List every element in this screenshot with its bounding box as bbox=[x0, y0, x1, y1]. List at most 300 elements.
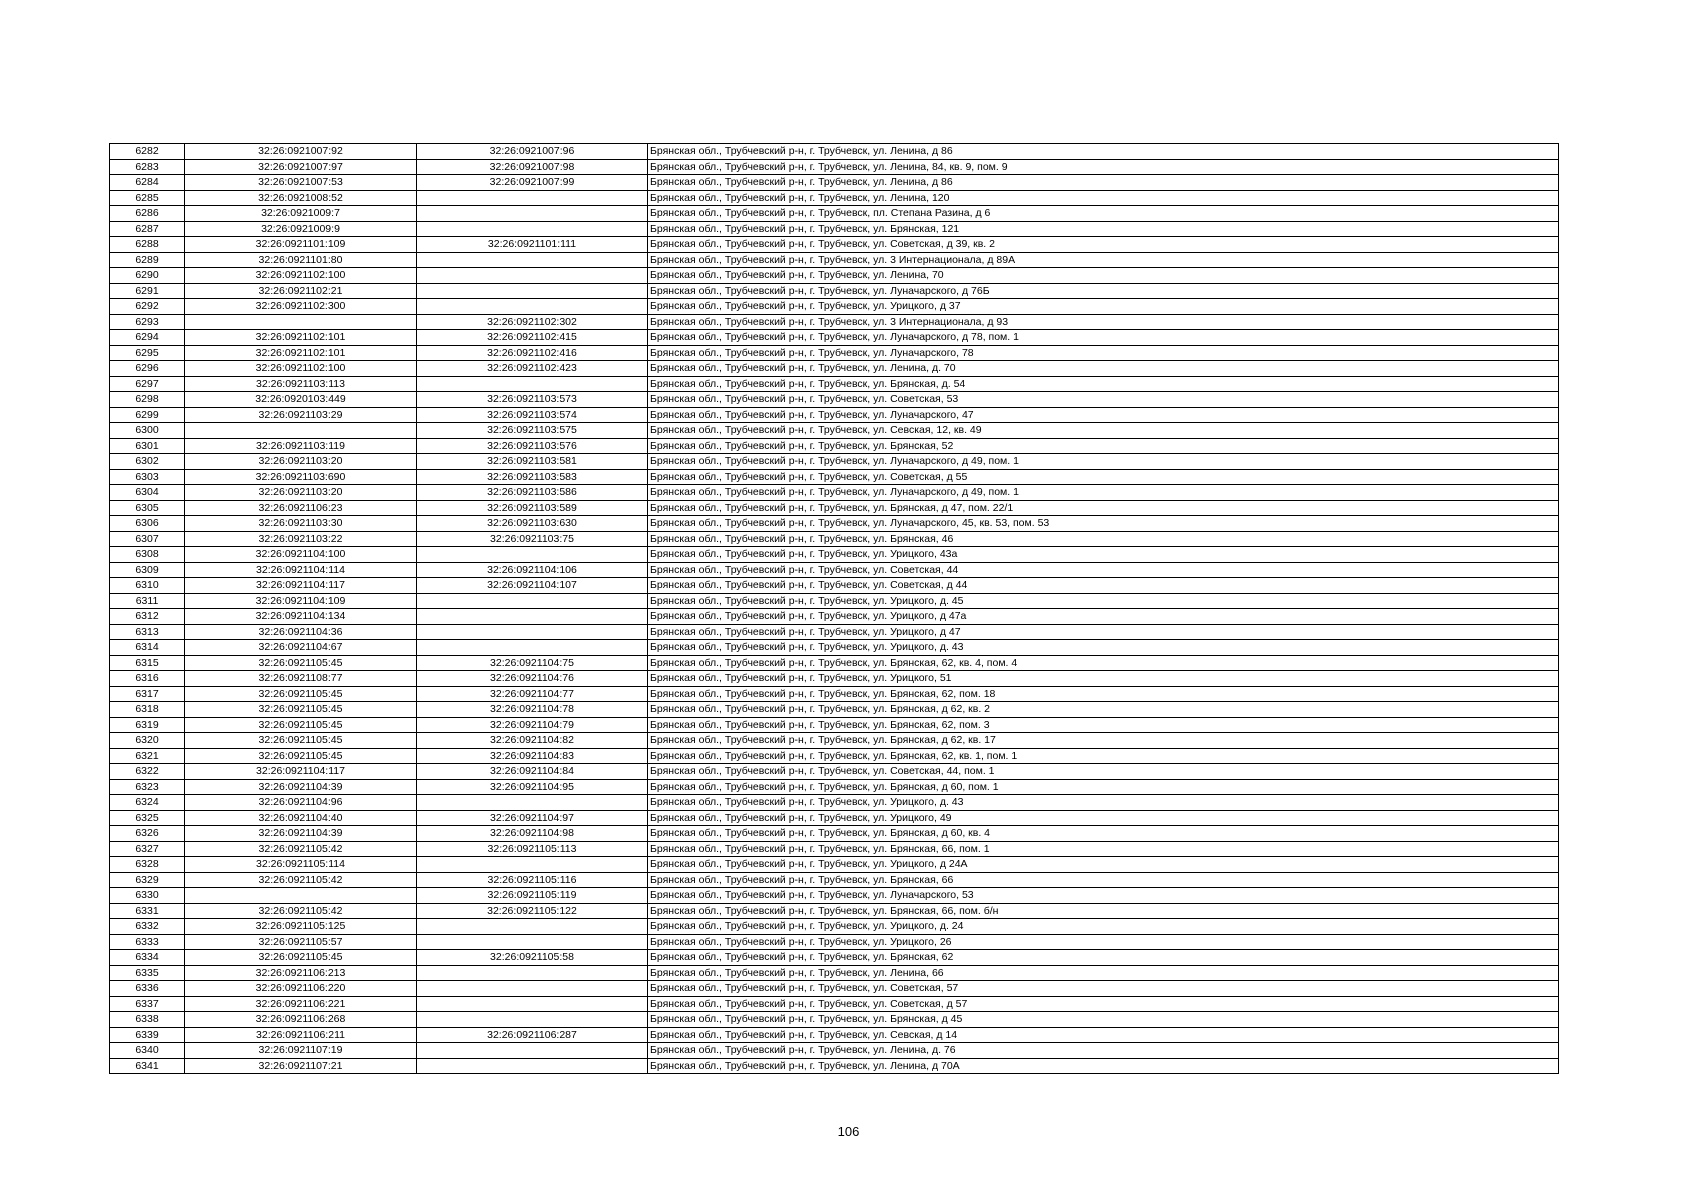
table-row bbox=[110, 640, 1559, 656]
address-cell: Брянская обл., Трубчевский р-н, г. Трубчевск, ул. Советская, 53 bbox=[648, 392, 1559, 408]
address-cell: Брянская обл., Трубчевский р-н, г. Трубчевск, ул. Урицкого, 26 bbox=[648, 934, 1559, 950]
registry-table-body bbox=[110, 144, 1559, 1074]
row-number-cell: 6331 bbox=[110, 903, 185, 919]
object-cadastral-number-cell: 32:26:0921105:113 bbox=[417, 841, 648, 857]
row-number-cell: 6299 bbox=[110, 407, 185, 423]
object-cadastral-number-cell bbox=[417, 965, 648, 981]
cadastral-number-cell: 32:26:0921007:97 bbox=[185, 159, 417, 175]
row-number-cell: 6305 bbox=[110, 500, 185, 516]
table-row bbox=[110, 934, 1559, 950]
row-number-cell: 6282 bbox=[110, 144, 185, 160]
row-number-cell: 6285 bbox=[110, 190, 185, 206]
table-row bbox=[110, 299, 1559, 315]
row-number-cell: 6313 bbox=[110, 624, 185, 640]
registry-table bbox=[109, 143, 1559, 1074]
cadastral-number-cell: 32:26:0921104:114 bbox=[185, 562, 417, 578]
cadastral-number-cell: 32:26:0921009:9 bbox=[185, 221, 417, 237]
row-number-cell: 6311 bbox=[110, 593, 185, 609]
object-cadastral-number-cell: 32:26:0921103:574 bbox=[417, 407, 648, 423]
cadastral-number-cell: 32:26:0921106:220 bbox=[185, 981, 417, 997]
row-number-cell: 6290 bbox=[110, 268, 185, 284]
object-cadastral-number-cell: 32:26:0921103:589 bbox=[417, 500, 648, 516]
address-cell: Брянская обл., Трубчевский р-н, г. Трубчевск, ул. Луначарского, д 76Б bbox=[648, 283, 1559, 299]
address-cell: Брянская обл., Трубчевский р-н, г. Трубчевск, ул. Советская, 44 bbox=[648, 562, 1559, 578]
table-row bbox=[110, 438, 1559, 454]
address-cell: Брянская обл., Трубчевский р-н, г. Трубчевск, ул. Брянская, д 45 bbox=[648, 1012, 1559, 1028]
table-row bbox=[110, 981, 1559, 997]
object-cadastral-number-cell bbox=[417, 996, 648, 1012]
cadastral-number-cell: 32:26:0921104:40 bbox=[185, 810, 417, 826]
cadastral-number-cell: 32:26:0921106:268 bbox=[185, 1012, 417, 1028]
table-row bbox=[110, 392, 1559, 408]
table-row bbox=[110, 996, 1559, 1012]
cadastral-number-cell: 32:26:0921103:30 bbox=[185, 516, 417, 532]
object-cadastral-number-cell: 32:26:0921103:586 bbox=[417, 485, 648, 501]
object-cadastral-number-cell: 32:26:0921007:98 bbox=[417, 159, 648, 175]
address-cell: Брянская обл., Трубчевский р-н, г. Трубчевск, ул. Ленина, д 86 bbox=[648, 144, 1559, 160]
row-number-cell: 6310 bbox=[110, 578, 185, 594]
object-cadastral-number-cell bbox=[417, 190, 648, 206]
cadastral-number-cell: 32:26:0921105:45 bbox=[185, 655, 417, 671]
address-cell: Брянская обл., Трубчевский р-н, г. Трубчевск, ул. Урицкого, д. 43 bbox=[648, 640, 1559, 656]
object-cadastral-number-cell bbox=[417, 593, 648, 609]
cadastral-number-cell: 32:26:0921108:77 bbox=[185, 671, 417, 687]
address-cell: Брянская обл., Трубчевский р-н, г. Трубчевск, ул. Севская, 12, кв. 49 bbox=[648, 423, 1559, 439]
address-cell: Брянская обл., Трубчевский р-н, г. Трубчевск, ул. Ленина, д. 70 bbox=[648, 361, 1559, 377]
cadastral-number-cell: 32:26:0921105:45 bbox=[185, 748, 417, 764]
cadastral-number-cell: 32:26:0921106:213 bbox=[185, 965, 417, 981]
address-cell: Брянская обл., Трубчевский р-н, г. Трубчевск, ул. Брянская, 52 bbox=[648, 438, 1559, 454]
row-number-cell: 6283 bbox=[110, 159, 185, 175]
cadastral-number-cell: 32:26:0921105:45 bbox=[185, 733, 417, 749]
row-number-cell: 6296 bbox=[110, 361, 185, 377]
object-cadastral-number-cell: 32:26:0921104:77 bbox=[417, 686, 648, 702]
object-cadastral-number-cell bbox=[417, 1043, 648, 1059]
cadastral-number-cell: 32:26:0921102:100 bbox=[185, 361, 417, 377]
address-cell: Брянская обл., Трубчевский р-н, г. Трубчевск, ул. Советская, 57 bbox=[648, 981, 1559, 997]
row-number-cell: 6295 bbox=[110, 345, 185, 361]
cadastral-number-cell: 32:26:0921009:7 bbox=[185, 206, 417, 222]
address-cell: Брянская обл., Трубчевский р-н, г. Трубчевск, ул. Брянская, 66, пом. 1 bbox=[648, 841, 1559, 857]
address-cell: Брянская обл., Трубчевский р-н, г. Трубчевск, ул. Луначарского, 53 bbox=[648, 888, 1559, 904]
table-row bbox=[110, 314, 1559, 330]
object-cadastral-number-cell: 32:26:0921103:576 bbox=[417, 438, 648, 454]
address-cell: Брянская обл., Трубчевский р-н, г. Трубчевск, ул. Брянская, д 60, кв. 4 bbox=[648, 826, 1559, 842]
address-cell: Брянская обл., Трубчевский р-н, г. Трубчевск, ул. Урицкого, д. 45 bbox=[648, 593, 1559, 609]
cadastral-number-cell: 32:26:0921105:45 bbox=[185, 702, 417, 718]
address-cell: Брянская обл., Трубчевский р-н, г. Трубчевск, ул. Урицкого, д. 24 bbox=[648, 919, 1559, 935]
row-number-cell: 6292 bbox=[110, 299, 185, 315]
object-cadastral-number-cell: 32:26:0921105:122 bbox=[417, 903, 648, 919]
row-number-cell: 6327 bbox=[110, 841, 185, 857]
object-cadastral-number-cell: 32:26:0921102:302 bbox=[417, 314, 648, 330]
row-number-cell: 6324 bbox=[110, 795, 185, 811]
object-cadastral-number-cell: 32:26:0921103:573 bbox=[417, 392, 648, 408]
table-row bbox=[110, 748, 1559, 764]
table-row bbox=[110, 686, 1559, 702]
table-row bbox=[110, 624, 1559, 640]
table-row bbox=[110, 609, 1559, 625]
object-cadastral-number-cell: 32:26:0921105:116 bbox=[417, 872, 648, 888]
cadastral-number-cell: 32:26:0921103:690 bbox=[185, 469, 417, 485]
address-cell: Брянская обл., Трубчевский р-н, г. Трубчевск, ул. Луначарского, д 49, пом. 1 bbox=[648, 485, 1559, 501]
address-cell: Брянская обл., Трубчевский р-н, г. Трубчевск, ул. Советская, д 55 bbox=[648, 469, 1559, 485]
object-cadastral-number-cell bbox=[417, 624, 648, 640]
table-row bbox=[110, 841, 1559, 857]
object-cadastral-number-cell bbox=[417, 857, 648, 873]
row-number-cell: 6315 bbox=[110, 655, 185, 671]
object-cadastral-number-cell bbox=[417, 268, 648, 284]
row-number-cell: 6333 bbox=[110, 934, 185, 950]
object-cadastral-number-cell: 32:26:0921103:630 bbox=[417, 516, 648, 532]
cadastral-number-cell: 32:26:0921101:109 bbox=[185, 237, 417, 253]
cadastral-number-cell: 32:26:0921104:117 bbox=[185, 764, 417, 780]
cadastral-number-cell: 32:26:0921101:80 bbox=[185, 252, 417, 268]
object-cadastral-number-cell bbox=[417, 206, 648, 222]
object-cadastral-number-cell: 32:26:0921103:575 bbox=[417, 423, 648, 439]
row-number-cell: 6307 bbox=[110, 531, 185, 547]
row-number-cell: 6304 bbox=[110, 485, 185, 501]
object-cadastral-number-cell: 32:26:0921104:95 bbox=[417, 779, 648, 795]
row-number-cell: 6321 bbox=[110, 748, 185, 764]
cadastral-number-cell: 32:26:0921104:96 bbox=[185, 795, 417, 811]
cadastral-number-cell: 32:26:0921104:134 bbox=[185, 609, 417, 625]
row-number-cell: 6326 bbox=[110, 826, 185, 842]
cadastral-number-cell: 32:26:0921107:21 bbox=[185, 1058, 417, 1074]
address-cell: Брянская обл., Трубчевский р-н, г. Трубчевск, ул. Брянская, д 60, пом. 1 bbox=[648, 779, 1559, 795]
row-number-cell: 6294 bbox=[110, 330, 185, 346]
address-cell: Брянская обл., Трубчевский р-н, г. Трубчевск, ул. Урицкого, 51 bbox=[648, 671, 1559, 687]
object-cadastral-number-cell: 32:26:0921106:287 bbox=[417, 1027, 648, 1043]
object-cadastral-number-cell: 32:26:0921104:84 bbox=[417, 764, 648, 780]
row-number-cell: 6286 bbox=[110, 206, 185, 222]
address-cell: Брянская обл., Трубчевский р-н, г. Трубчевск, ул. Луначарского, д 49, пом. 1 bbox=[648, 454, 1559, 470]
address-cell: Брянская обл., Трубчевский р-н, г. Трубчевск, ул. Урицкого, 49 bbox=[648, 810, 1559, 826]
table-row bbox=[110, 252, 1559, 268]
row-number-cell: 6317 bbox=[110, 686, 185, 702]
table-row bbox=[110, 593, 1559, 609]
object-cadastral-number-cell: 32:26:0921103:583 bbox=[417, 469, 648, 485]
table-row bbox=[110, 237, 1559, 253]
cadastral-number-cell: 32:26:0921105:42 bbox=[185, 841, 417, 857]
object-cadastral-number-cell: 32:26:0921101:111 bbox=[417, 237, 648, 253]
cadastral-number-cell: 32:26:0921007:53 bbox=[185, 175, 417, 191]
object-cadastral-number-cell: 32:26:0921007:96 bbox=[417, 144, 648, 160]
table-row bbox=[110, 345, 1559, 361]
table-row bbox=[110, 547, 1559, 563]
address-cell: Брянская обл., Трубчевский р-н, г. Трубчевск, ул. Советская, д 39, кв. 2 bbox=[648, 237, 1559, 253]
table-row bbox=[110, 283, 1559, 299]
row-number-cell: 6291 bbox=[110, 283, 185, 299]
row-number-cell: 6302 bbox=[110, 454, 185, 470]
row-number-cell: 6314 bbox=[110, 640, 185, 656]
address-cell: Брянская обл., Трубчевский р-н, г. Трубчевск, ул. Брянская, д 62, кв. 2 bbox=[648, 702, 1559, 718]
cadastral-number-cell: 32:26:0921104:67 bbox=[185, 640, 417, 656]
table-row bbox=[110, 655, 1559, 671]
table-row bbox=[110, 1043, 1559, 1059]
address-cell: Брянская обл., Трубчевский р-н, г. Трубчевск, ул. 3 Интернационала, д 89А bbox=[648, 252, 1559, 268]
table-row bbox=[110, 500, 1559, 516]
cadastral-number-cell: 32:26:0921107:19 bbox=[185, 1043, 417, 1059]
row-number-cell: 6289 bbox=[110, 252, 185, 268]
address-cell: Брянская обл., Трубчевский р-н, г. Трубчевск, ул. Ленина, 66 bbox=[648, 965, 1559, 981]
cadastral-number-cell: 32:26:0921103:113 bbox=[185, 376, 417, 392]
table-row bbox=[110, 764, 1559, 780]
cadastral-number-cell: 32:26:0921105:42 bbox=[185, 903, 417, 919]
row-number-cell: 6297 bbox=[110, 376, 185, 392]
table-row bbox=[110, 330, 1559, 346]
table-row bbox=[110, 671, 1559, 687]
cadastral-number-cell: 32:26:0921007:92 bbox=[185, 144, 417, 160]
row-number-cell: 6316 bbox=[110, 671, 185, 687]
cadastral-number-cell: 32:26:0921102:101 bbox=[185, 345, 417, 361]
row-number-cell: 6323 bbox=[110, 779, 185, 795]
row-number-cell: 6335 bbox=[110, 965, 185, 981]
address-cell: Брянская обл., Трубчевский р-н, г. Трубчевск, ул. Луначарского, д 78, пом. 1 bbox=[648, 330, 1559, 346]
row-number-cell: 6303 bbox=[110, 469, 185, 485]
object-cadastral-number-cell bbox=[417, 609, 648, 625]
row-number-cell: 6339 bbox=[110, 1027, 185, 1043]
object-cadastral-number-cell bbox=[417, 299, 648, 315]
object-cadastral-number-cell bbox=[417, 640, 648, 656]
cadastral-number-cell bbox=[185, 423, 417, 439]
object-cadastral-number-cell bbox=[417, 1012, 648, 1028]
cadastral-number-cell: 32:26:0920103:449 bbox=[185, 392, 417, 408]
row-number-cell: 6309 bbox=[110, 562, 185, 578]
cadastral-number-cell: 32:26:0921105:45 bbox=[185, 686, 417, 702]
address-cell: Брянская обл., Трубчевский р-н, г. Трубчевск, ул. Урицкого, 43а bbox=[648, 547, 1559, 563]
row-number-cell: 6312 bbox=[110, 609, 185, 625]
table-row bbox=[110, 268, 1559, 284]
address-cell: Брянская обл., Трубчевский р-н, г. Трубчевск, ул. Брянская, д 47, пом. 22/1 bbox=[648, 500, 1559, 516]
object-cadastral-number-cell: 32:26:0921102:416 bbox=[417, 345, 648, 361]
row-number-cell: 6332 bbox=[110, 919, 185, 935]
address-cell: Брянская обл., Трубчевский р-н, г. Трубчевск, ул. Брянская, 62 bbox=[648, 950, 1559, 966]
address-cell: Брянская обл., Трубчевский р-н, г. Трубчевск, ул. Брянская, 62, кв. 4, пом. 4 bbox=[648, 655, 1559, 671]
table-row bbox=[110, 857, 1559, 873]
cadastral-number-cell: 32:26:0921104:100 bbox=[185, 547, 417, 563]
address-cell: Брянская обл., Трубчевский р-н, г. Трубчевск, ул. Брянская, 121 bbox=[648, 221, 1559, 237]
row-number-cell: 6301 bbox=[110, 438, 185, 454]
address-cell: Брянская обл., Трубчевский р-н, г. Трубчевск, ул. Урицкого, д 47а bbox=[648, 609, 1559, 625]
table-row bbox=[110, 454, 1559, 470]
table-row bbox=[110, 1058, 1559, 1074]
cadastral-number-cell: 32:26:0921102:100 bbox=[185, 268, 417, 284]
row-number-cell: 6336 bbox=[110, 981, 185, 997]
cadastral-number-cell: 32:26:0921105:114 bbox=[185, 857, 417, 873]
row-number-cell: 6308 bbox=[110, 547, 185, 563]
address-cell: Брянская обл., Трубчевский р-н, г. Трубчевск, ул. Ленина, 70 bbox=[648, 268, 1559, 284]
object-cadastral-number-cell: 32:26:0921102:415 bbox=[417, 330, 648, 346]
cadastral-number-cell: 32:26:0921104:39 bbox=[185, 779, 417, 795]
table-row bbox=[110, 578, 1559, 594]
row-number-cell: 6293 bbox=[110, 314, 185, 330]
object-cadastral-number-cell: 32:26:0921105:58 bbox=[417, 950, 648, 966]
object-cadastral-number-cell bbox=[417, 283, 648, 299]
address-cell: Брянская обл., Трубчевский р-н, г. Трубчевск, ул. Брянская, д 62, кв. 17 bbox=[648, 733, 1559, 749]
cadastral-number-cell: 32:26:0921106:23 bbox=[185, 500, 417, 516]
address-cell: Брянская обл., Трубчевский р-н, г. Трубчевск, ул. Ленина, д. 76 bbox=[648, 1043, 1559, 1059]
cadastral-number-cell: 32:26:0921104:117 bbox=[185, 578, 417, 594]
address-cell: Брянская обл., Трубчевский р-н, г. Трубчевск, ул. 3 Интернационала, д 93 bbox=[648, 314, 1559, 330]
row-number-cell: 6298 bbox=[110, 392, 185, 408]
table-row bbox=[110, 1027, 1559, 1043]
cadastral-number-cell: 32:26:0921105:45 bbox=[185, 717, 417, 733]
row-number-cell: 6330 bbox=[110, 888, 185, 904]
table-row bbox=[110, 469, 1559, 485]
address-cell: Брянская обл., Трубчевский р-н, г. Трубчевск, ул. Луначарского, 47 bbox=[648, 407, 1559, 423]
row-number-cell: 6334 bbox=[110, 950, 185, 966]
cadastral-number-cell: 32:26:0921104:109 bbox=[185, 593, 417, 609]
object-cadastral-number-cell: 32:26:0921007:99 bbox=[417, 175, 648, 191]
cadastral-number-cell: 32:26:0921104:39 bbox=[185, 826, 417, 842]
cadastral-number-cell: 32:26:0921105:42 bbox=[185, 872, 417, 888]
table-row bbox=[110, 485, 1559, 501]
row-number-cell: 6284 bbox=[110, 175, 185, 191]
row-number-cell: 6288 bbox=[110, 237, 185, 253]
cadastral-number-cell: 32:26:0921102:300 bbox=[185, 299, 417, 315]
cadastral-number-cell: 32:26:0921104:36 bbox=[185, 624, 417, 640]
table-row bbox=[110, 903, 1559, 919]
cadastral-number-cell: 32:26:0921102:101 bbox=[185, 330, 417, 346]
row-number-cell: 6300 bbox=[110, 423, 185, 439]
cadastral-number-cell: 32:26:0921008:52 bbox=[185, 190, 417, 206]
row-number-cell: 6325 bbox=[110, 810, 185, 826]
cadastral-number-cell: 32:26:0921106:221 bbox=[185, 996, 417, 1012]
cadastral-number-cell: 32:26:0921105:125 bbox=[185, 919, 417, 935]
row-number-cell: 6341 bbox=[110, 1058, 185, 1074]
cadastral-number-cell bbox=[185, 314, 417, 330]
table-row bbox=[110, 376, 1559, 392]
cadastral-number-cell: 32:26:0921105:45 bbox=[185, 950, 417, 966]
table-row bbox=[110, 888, 1559, 904]
table-row bbox=[110, 826, 1559, 842]
object-cadastral-number-cell: 32:26:0921104:107 bbox=[417, 578, 648, 594]
table-row bbox=[110, 950, 1559, 966]
table-row bbox=[110, 423, 1559, 439]
address-cell: Брянская обл., Трубчевский р-н, г. Трубчевск, ул. Советская, 44, пом. 1 bbox=[648, 764, 1559, 780]
object-cadastral-number-cell: 32:26:0921104:82 bbox=[417, 733, 648, 749]
cadastral-number-cell: 32:26:0921103:22 bbox=[185, 531, 417, 547]
table-row bbox=[110, 810, 1559, 826]
row-number-cell: 6329 bbox=[110, 872, 185, 888]
row-number-cell: 6320 bbox=[110, 733, 185, 749]
address-cell: Брянская обл., Трубчевский р-н, г. Трубчевск, ул. Ленина, 120 bbox=[648, 190, 1559, 206]
address-cell: Брянская обл., Трубчевский р-н, г. Трубчевск, ул. Советская, д 44 bbox=[648, 578, 1559, 594]
address-cell: Брянская обл., Трубчевский р-н, г. Трубчевск, ул. Севская, д 14 bbox=[648, 1027, 1559, 1043]
object-cadastral-number-cell bbox=[417, 221, 648, 237]
object-cadastral-number-cell: 32:26:0921104:78 bbox=[417, 702, 648, 718]
address-cell: Брянская обл., Трубчевский р-н, г. Трубчевск, ул. Брянская, д. 54 bbox=[648, 376, 1559, 392]
row-number-cell: 6318 bbox=[110, 702, 185, 718]
object-cadastral-number-cell: 32:26:0921104:76 bbox=[417, 671, 648, 687]
object-cadastral-number-cell bbox=[417, 981, 648, 997]
cadastral-number-cell: 32:26:0921103:119 bbox=[185, 438, 417, 454]
object-cadastral-number-cell: 32:26:0921104:75 bbox=[417, 655, 648, 671]
table-row bbox=[110, 516, 1559, 532]
address-cell: Брянская обл., Трубчевский р-н, г. Трубчевск, ул. Урицкого, д 37 bbox=[648, 299, 1559, 315]
address-cell: Брянская обл., Трубчевский р-н, г. Трубчевск, пл. Степана Разина, д 6 bbox=[648, 206, 1559, 222]
address-cell: Брянская обл., Трубчевский р-н, г. Трубчевск, ул. Луначарского, 45, кв. 53, пом. 53 bbox=[648, 516, 1559, 532]
address-cell: Брянская обл., Трубчевский р-н, г. Трубчевск, ул. Брянская, 46 bbox=[648, 531, 1559, 547]
table-row bbox=[110, 407, 1559, 423]
address-cell: Брянская обл., Трубчевский р-н, г. Трубчевск, ул. Урицкого, д. 43 bbox=[648, 795, 1559, 811]
object-cadastral-number-cell: 32:26:0921105:119 bbox=[417, 888, 648, 904]
table-row bbox=[110, 159, 1559, 175]
table-row bbox=[110, 872, 1559, 888]
cadastral-number-cell bbox=[185, 888, 417, 904]
address-cell: Брянская обл., Трубчевский р-н, г. Трубчевск, ул. Ленина, д 70А bbox=[648, 1058, 1559, 1074]
table-row bbox=[110, 702, 1559, 718]
address-cell: Брянская обл., Трубчевский р-н, г. Трубчевск, ул. Брянская, 66, пом. б/н bbox=[648, 903, 1559, 919]
table-row bbox=[110, 717, 1559, 733]
object-cadastral-number-cell bbox=[417, 376, 648, 392]
table-row bbox=[110, 779, 1559, 795]
object-cadastral-number-cell bbox=[417, 547, 648, 563]
row-number-cell: 6322 bbox=[110, 764, 185, 780]
row-number-cell: 6319 bbox=[110, 717, 185, 733]
table-row bbox=[110, 190, 1559, 206]
object-cadastral-number-cell: 32:26:0921104:98 bbox=[417, 826, 648, 842]
row-number-cell: 6337 bbox=[110, 996, 185, 1012]
cadastral-number-cell: 32:26:0921106:211 bbox=[185, 1027, 417, 1043]
row-number-cell: 6338 bbox=[110, 1012, 185, 1028]
object-cadastral-number-cell bbox=[417, 795, 648, 811]
table-row bbox=[110, 531, 1559, 547]
address-cell: Брянская обл., Трубчевский р-н, г. Трубчевск, ул. Ленина, 84, кв. 9, пом. 9 bbox=[648, 159, 1559, 175]
cadastral-number-cell: 32:26:0921105:57 bbox=[185, 934, 417, 950]
object-cadastral-number-cell: 32:26:0921103:75 bbox=[417, 531, 648, 547]
table-row bbox=[110, 206, 1559, 222]
object-cadastral-number-cell: 32:26:0921103:581 bbox=[417, 454, 648, 470]
address-cell: Брянская обл., Трубчевский р-н, г. Трубчевск, ул. Брянская, 66 bbox=[648, 872, 1559, 888]
row-number-cell: 6287 bbox=[110, 221, 185, 237]
cadastral-number-cell: 32:26:0921102:21 bbox=[185, 283, 417, 299]
address-cell: Брянская обл., Трубчевский р-н, г. Трубчевск, ул. Брянская, 62, пом. 18 bbox=[648, 686, 1559, 702]
object-cadastral-number-cell bbox=[417, 934, 648, 950]
address-cell: Брянская обл., Трубчевский р-н, г. Трубчевск, ул. Ленина, д 86 bbox=[648, 175, 1559, 191]
object-cadastral-number-cell bbox=[417, 919, 648, 935]
address-cell: Брянская обл., Трубчевский р-н, г. Трубчевск, ул. Брянская, 62, пом. 3 bbox=[648, 717, 1559, 733]
cadastral-number-cell: 32:26:0921103:29 bbox=[185, 407, 417, 423]
address-cell: Брянская обл., Трубчевский р-н, г. Трубчевск, ул. Советская, д 57 bbox=[648, 996, 1559, 1012]
address-cell: Брянская обл., Трубчевский р-н, г. Трубчевск, ул. Луначарского, 78 bbox=[648, 345, 1559, 361]
address-cell: Брянская обл., Трубчевский р-н, г. Трубчевск, ул. Урицкого, д 47 bbox=[648, 624, 1559, 640]
cadastral-number-cell: 32:26:0921103:20 bbox=[185, 485, 417, 501]
table-row bbox=[110, 965, 1559, 981]
object-cadastral-number-cell bbox=[417, 1058, 648, 1074]
table-row bbox=[110, 175, 1559, 191]
table-row bbox=[110, 733, 1559, 749]
table-row bbox=[110, 562, 1559, 578]
table-row bbox=[110, 361, 1559, 377]
cadastral-number-cell: 32:26:0921103:20 bbox=[185, 454, 417, 470]
object-cadastral-number-cell: 32:26:0921102:423 bbox=[417, 361, 648, 377]
object-cadastral-number-cell: 32:26:0921104:106 bbox=[417, 562, 648, 578]
row-number-cell: 6306 bbox=[110, 516, 185, 532]
address-cell: Брянская обл., Трубчевский р-н, г. Трубчевск, ул. Урицкого, д 24А bbox=[648, 857, 1559, 873]
object-cadastral-number-cell: 32:26:0921104:97 bbox=[417, 810, 648, 826]
page-number: 106 bbox=[837, 1124, 860, 1139]
row-number-cell: 6340 bbox=[110, 1043, 185, 1059]
row-number-cell: 6328 bbox=[110, 857, 185, 873]
table-row bbox=[110, 144, 1559, 160]
table-row bbox=[110, 795, 1559, 811]
table-row bbox=[110, 1012, 1559, 1028]
object-cadastral-number-cell bbox=[417, 252, 648, 268]
table-row bbox=[110, 221, 1559, 237]
object-cadastral-number-cell: 32:26:0921104:83 bbox=[417, 748, 648, 764]
